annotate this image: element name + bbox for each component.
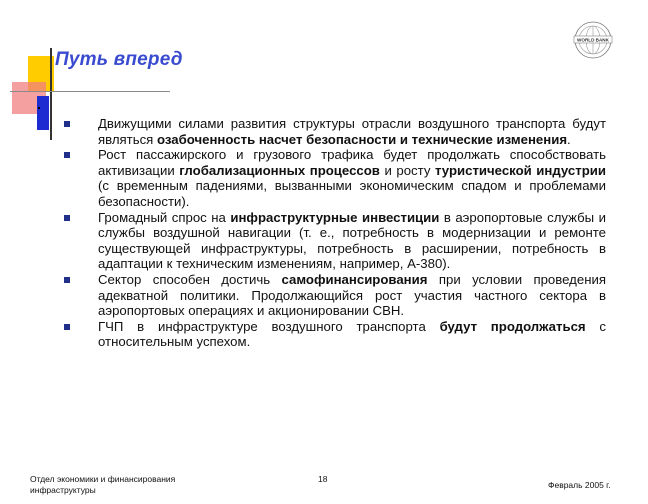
bullet-square-icon bbox=[64, 215, 70, 221]
bullet-text: с относительным успехом. bbox=[98, 318, 606, 350]
world-bank-logo-icon bbox=[573, 20, 613, 60]
bullet-text-bold: туристической индустрии bbox=[435, 162, 606, 178]
bullet-text-bold: озабоченность насчет безопасности и технические изменения bbox=[157, 131, 568, 147]
bullet-item bbox=[64, 319, 606, 350]
decor-blue-block bbox=[37, 96, 49, 130]
bullet-text-bold: будут продолжаться bbox=[439, 318, 586, 334]
bullet-item bbox=[64, 210, 606, 272]
bullet-text: в аэропортовые службы и службы воздушной навигации (т. е., потребность в модернизации и ремонте существующей инфраструктуры, потребность в расширении, потребность в адаптации к техническим изменениям, например, А-380). bbox=[98, 209, 606, 272]
bullet-text: при условии проведения адекватной политики. Продолжающийся рост участия частного сектора в аэропортовых операциях и акционировании СВН. bbox=[98, 271, 606, 319]
decor-dot bbox=[38, 107, 40, 109]
bullet-square-icon bbox=[64, 152, 70, 158]
bullet-item bbox=[64, 116, 606, 147]
footer-department: Отдел экономики и финансирования инфраструктуры bbox=[30, 474, 176, 495]
bullet-list bbox=[64, 116, 606, 350]
bullet-square-icon bbox=[64, 121, 70, 127]
bullet-item bbox=[64, 147, 606, 209]
footer-date: Февраль 2005 г. bbox=[548, 480, 611, 490]
bullet-text: и росту bbox=[379, 162, 435, 178]
svg-text:WORLD BANK: WORLD BANK bbox=[577, 37, 609, 43]
bullet-text: Громадный спрос на bbox=[98, 209, 231, 225]
page-number: 18 bbox=[318, 474, 328, 484]
slide-title: Путь вперед bbox=[55, 49, 183, 70]
bullet-square-icon bbox=[64, 277, 70, 283]
bullet-text: Рост пассажирского и грузового трафика будет продолжать способствовать активизации bbox=[98, 147, 606, 178]
bullet-text: Движущими силами развития структуры отрасли воздушного транспорта будут являться bbox=[98, 116, 606, 147]
bullet-square-icon bbox=[64, 324, 70, 330]
bullet-item bbox=[64, 272, 606, 319]
bullet-text-bold: глобализационных процессов bbox=[179, 162, 380, 178]
bullet-text: Сектор способен достичь bbox=[98, 271, 282, 287]
bullet-text: . bbox=[567, 131, 571, 147]
bullet-text-bold: самофинансирования bbox=[281, 271, 428, 287]
bullet-text: ГЧП в инфраструктуре воздушного транспорта bbox=[98, 318, 440, 334]
bullet-text-bold: инфраструктурные инвестиции bbox=[230, 209, 440, 225]
decor-vertical-line bbox=[50, 48, 52, 140]
bullet-text: (с временным падениями, вызванными экономическим спадом и проблемами безопасности). bbox=[98, 178, 606, 209]
decor-horizontal-line bbox=[10, 91, 170, 92]
